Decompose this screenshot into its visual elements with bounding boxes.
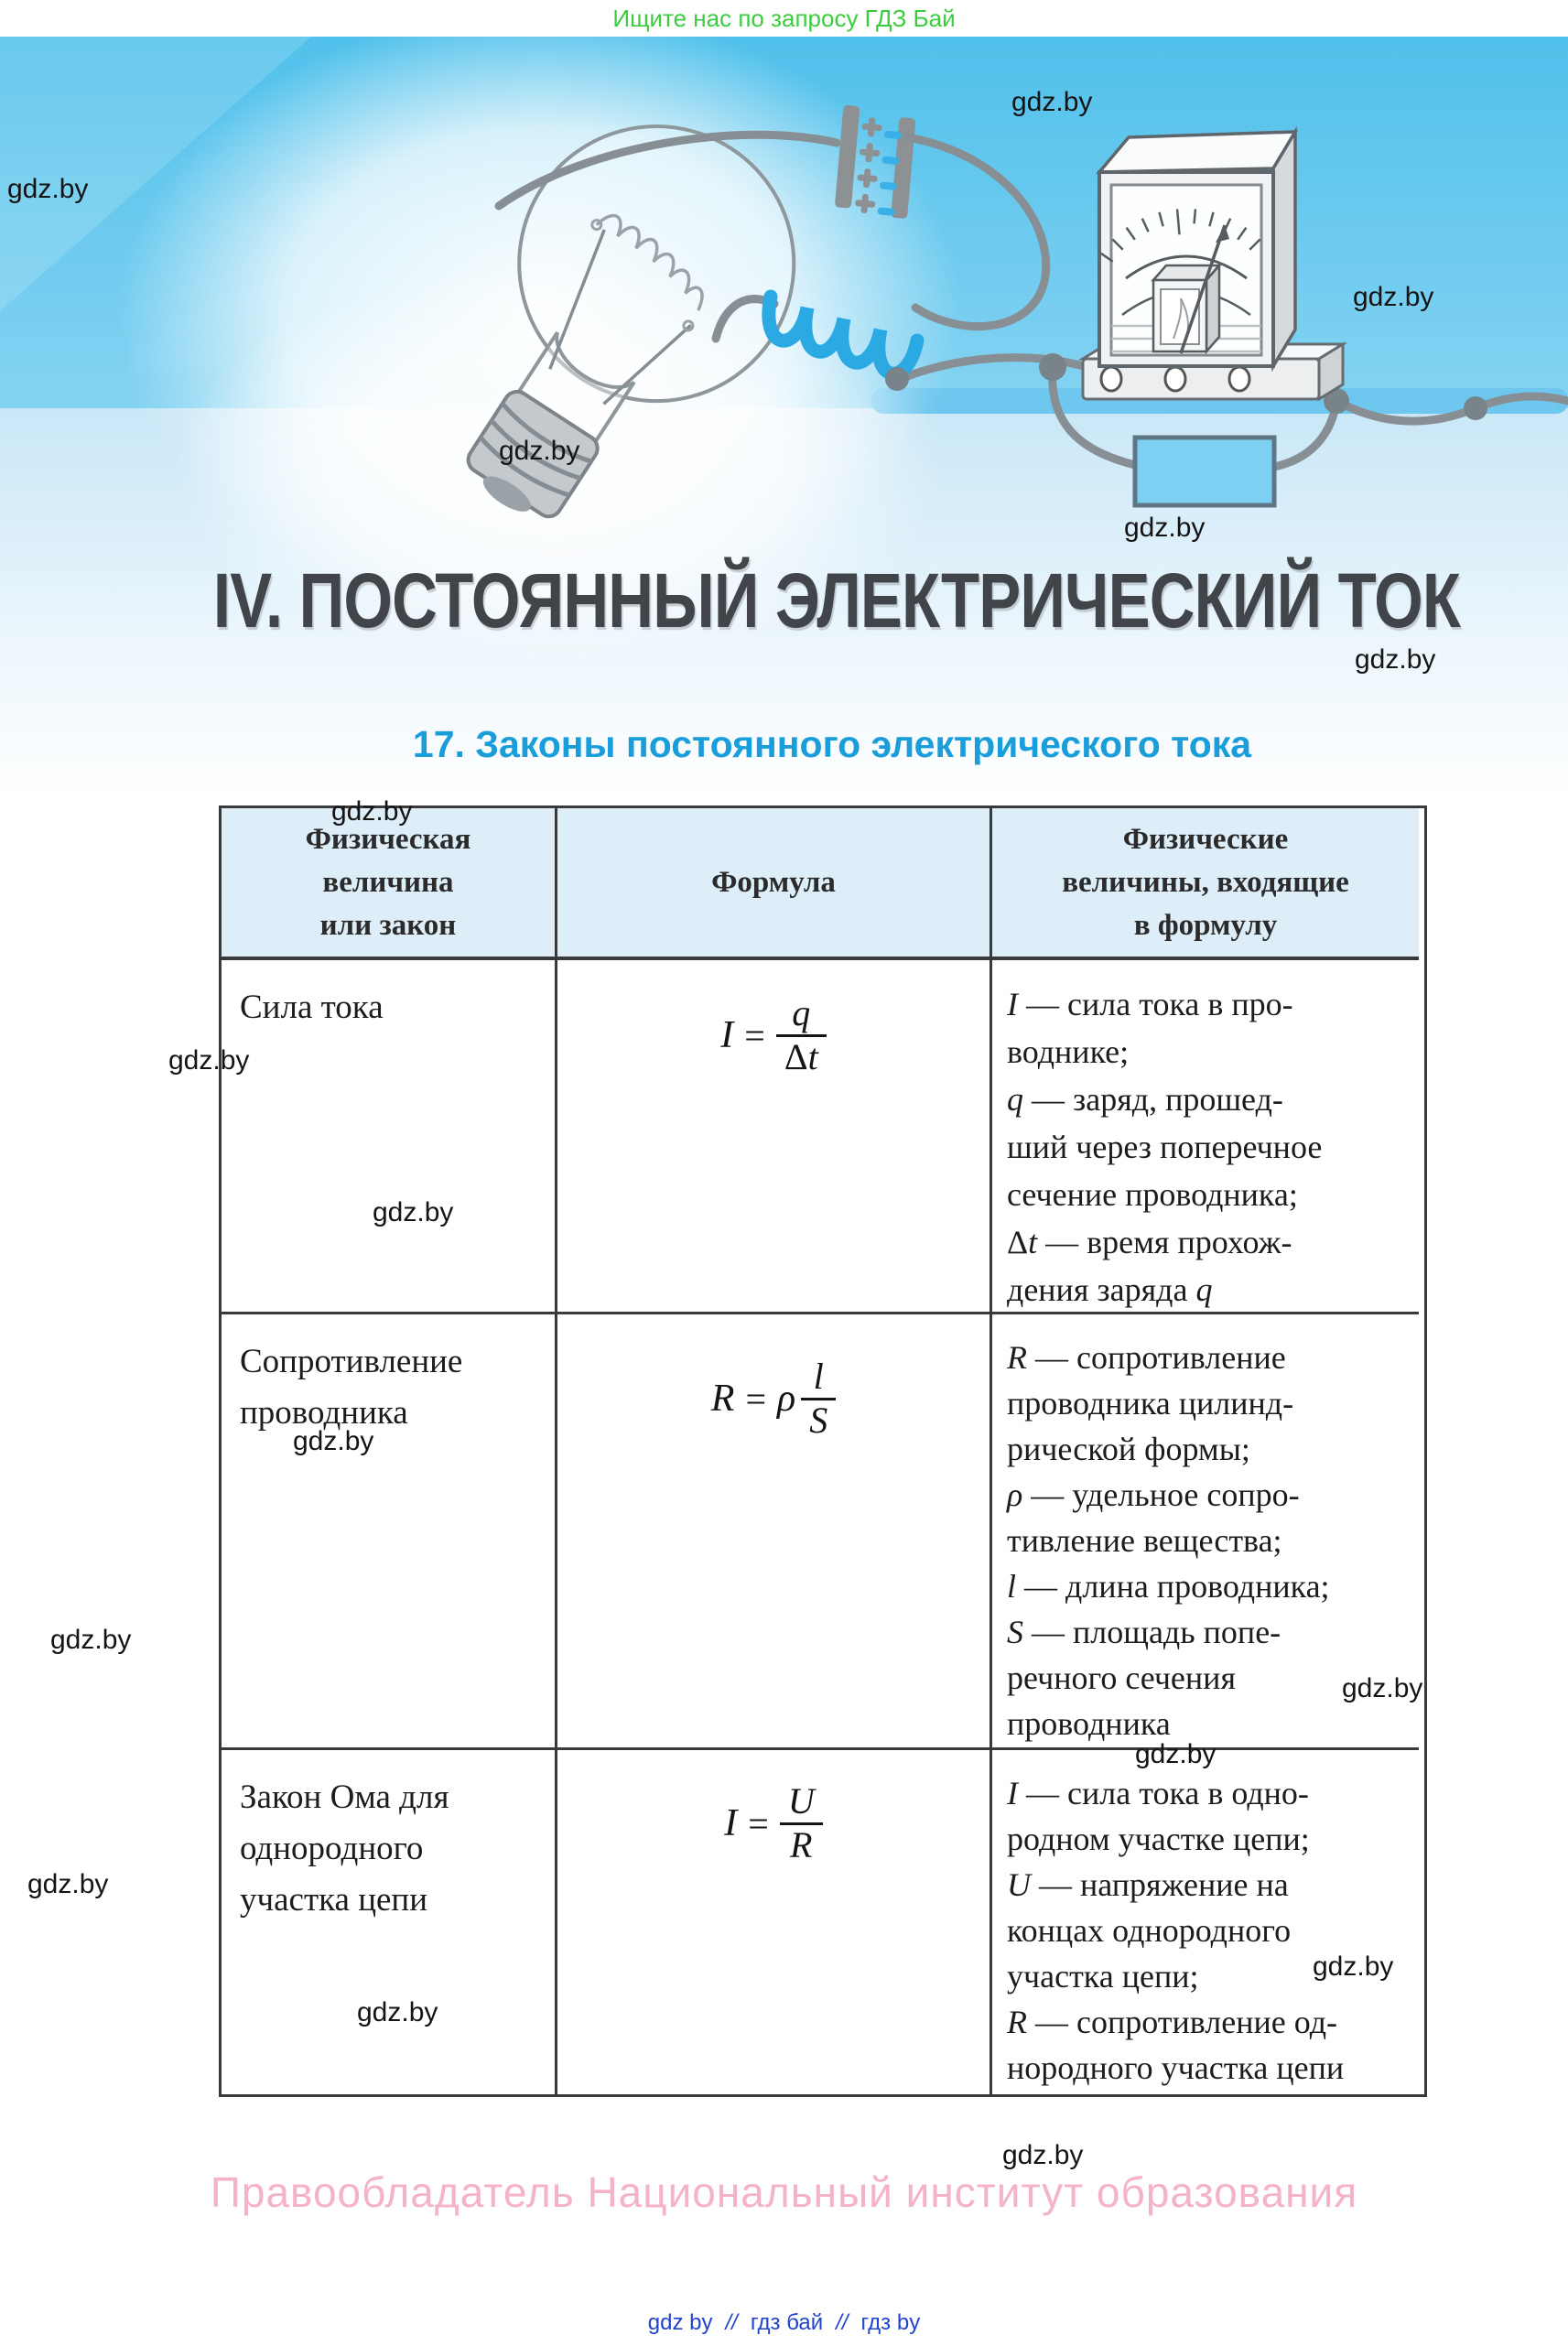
law-line: Сопротивление bbox=[240, 1343, 463, 1380]
description-text: родном участке цепи; bbox=[1007, 1821, 1310, 1857]
physics-variable: t bbox=[1028, 1224, 1038, 1260]
physics-variable: q bbox=[1195, 1271, 1213, 1308]
physics-variable: S bbox=[1007, 1614, 1023, 1650]
description-text: речного сечения bbox=[1007, 1659, 1236, 1696]
table-row bbox=[222, 1314, 1424, 1750]
formula-lhs: I bbox=[720, 1014, 734, 1057]
law-line: однородного bbox=[240, 1830, 424, 1867]
gdz-watermark: gdz.by bbox=[1355, 644, 1436, 675]
gdz-watermark: gdz.by bbox=[1002, 2140, 1084, 2170]
footer-link-text: гдз by bbox=[860, 2310, 921, 2335]
gdz-watermark: gdz.by bbox=[1135, 1739, 1217, 1769]
description-text: концах однородного bbox=[1007, 1912, 1292, 1949]
physics-variable: l bbox=[813, 1356, 824, 1397]
chapter-title: IV. ПОСТОЯННЫЙ ЭЛЕКТРИЧЕСКИЙ ТОК bbox=[212, 557, 1461, 643]
laws-table bbox=[219, 805, 1427, 2097]
header-line: Формула bbox=[711, 865, 836, 899]
formula-cell bbox=[557, 1314, 992, 1750]
physics-variable: R bbox=[790, 1823, 813, 1865]
description-text: Δ bbox=[1007, 1224, 1029, 1260]
section-title: 17. Законы постоянного электрического тока bbox=[412, 723, 1252, 765]
gdz-watermark: gdz.by bbox=[1342, 1673, 1423, 1703]
law-cell bbox=[222, 1750, 557, 2094]
formula-cell bbox=[557, 1750, 992, 2094]
physics-variable: t bbox=[807, 1035, 818, 1077]
law-line: Сила тока bbox=[240, 989, 384, 1026]
description-text: — сопротивление bbox=[1027, 1339, 1286, 1376]
fraction-numerator bbox=[806, 1357, 832, 1398]
table-row bbox=[222, 1750, 1424, 2094]
gdz-watermark: gdz.by bbox=[357, 1997, 438, 2027]
formula-cell bbox=[557, 960, 992, 1314]
gdz-watermark: gdz.by bbox=[331, 796, 413, 827]
gdz-watermark: gdz.by bbox=[293, 1426, 374, 1456]
description-text: дения заряда bbox=[1007, 1271, 1196, 1308]
variable-line bbox=[992, 1218, 1419, 1266]
fraction-numerator bbox=[780, 1781, 823, 1822]
fraction bbox=[776, 993, 827, 1078]
table-header-row bbox=[222, 808, 1424, 960]
description-text: проводника bbox=[1007, 1705, 1171, 1742]
law-line: Закон Ома для bbox=[240, 1778, 449, 1816]
description-text: — напряжение на bbox=[1031, 1866, 1289, 1903]
description-text: ший через поперечное bbox=[1007, 1129, 1323, 1165]
description-text: проводника цилинд- bbox=[1007, 1385, 1294, 1422]
variable-line bbox=[992, 1816, 1419, 1862]
fraction bbox=[801, 1357, 836, 1442]
physics-variable: I bbox=[1007, 986, 1018, 1022]
description-text: — заряд, прошед- bbox=[1023, 1081, 1283, 1118]
physics-variable: ρ bbox=[1007, 1476, 1023, 1513]
variable-line bbox=[992, 1862, 1419, 1908]
resistor-icon bbox=[1135, 438, 1274, 505]
variable-line bbox=[992, 1171, 1419, 1218]
gdz-watermark: gdz.by bbox=[168, 1045, 250, 1076]
description-text: тивление вещества; bbox=[1007, 1522, 1282, 1559]
header-line: в формулу bbox=[1133, 908, 1278, 942]
variables-cell bbox=[992, 1750, 1419, 2094]
physics-variable: R bbox=[1007, 1339, 1027, 1376]
variable-line bbox=[992, 1563, 1419, 1609]
header-line: или закон bbox=[319, 908, 457, 942]
law-line: проводника bbox=[240, 1394, 408, 1432]
physics-variable: R bbox=[1007, 2004, 1027, 2040]
banner-text: Ищите нас по запросу ГДЗ Бай bbox=[612, 5, 956, 32]
description-text: — удельное сопро- bbox=[1022, 1476, 1300, 1513]
formula bbox=[557, 1781, 989, 1866]
table-row bbox=[222, 960, 1424, 1314]
equals-sign: = bbox=[744, 1014, 765, 1056]
formula-lhs: R bbox=[710, 1378, 735, 1421]
variable-line bbox=[992, 1076, 1419, 1123]
fraction-denominator bbox=[801, 1400, 836, 1442]
gdz-watermark: gdz.by bbox=[1124, 513, 1206, 543]
formula bbox=[557, 1357, 989, 1442]
formula-lhs: I bbox=[724, 1802, 738, 1845]
header-line: Физическая bbox=[305, 822, 471, 856]
description-text: — сопротивление од- bbox=[1027, 2004, 1338, 2040]
law-cell bbox=[222, 1314, 557, 1750]
copyright-text: Правообладатель Национальный институт образования bbox=[210, 2168, 1358, 2216]
description-text: — площадь попе- bbox=[1023, 1614, 1281, 1650]
header-line: величины, входящие bbox=[1062, 865, 1349, 899]
gdz-watermark: gdz.by bbox=[499, 436, 580, 466]
gdz-watermark: gdz.by bbox=[1313, 1951, 1394, 1982]
description-text: — время прохож- bbox=[1037, 1224, 1292, 1260]
description-text: — длина проводника; bbox=[1016, 1568, 1330, 1605]
variable-line bbox=[992, 1266, 1419, 1314]
gdz-watermark: gdz.by bbox=[1353, 282, 1434, 312]
variable-line bbox=[992, 1609, 1419, 1655]
description-text: рической формы; bbox=[1007, 1431, 1250, 1467]
physics-variable: q bbox=[1007, 1081, 1023, 1118]
gdz-watermark: gdz.by bbox=[27, 1869, 109, 1899]
footer-link-text: gdz by bbox=[647, 2310, 713, 2335]
variable-line bbox=[992, 1908, 1419, 1953]
equals-sign: = bbox=[745, 1378, 767, 1420]
description-text: участка цепи; bbox=[1007, 1958, 1199, 1995]
gdz-watermark: gdz.by bbox=[50, 1625, 132, 1655]
description-text: нородного участка цепи bbox=[1007, 2049, 1345, 2086]
description-text: воднике; bbox=[1007, 1033, 1130, 1070]
fraction-denominator bbox=[776, 1037, 827, 1078]
variable-line bbox=[992, 1472, 1419, 1518]
header-cell bbox=[992, 808, 1419, 960]
gdz-watermark: gdz.by bbox=[373, 1197, 454, 1227]
variable-line bbox=[992, 2045, 1419, 2091]
physics-variable: U bbox=[787, 1780, 815, 1822]
variable-line bbox=[992, 1028, 1419, 1076]
law-line: участка цепи bbox=[240, 1881, 428, 1919]
description-text: сечение проводника; bbox=[1007, 1176, 1298, 1213]
variable-line bbox=[992, 1518, 1419, 1563]
header-cell bbox=[222, 808, 557, 960]
physics-variable: l bbox=[1007, 1568, 1017, 1605]
physics-variable: q bbox=[792, 992, 811, 1033]
variable-line bbox=[992, 960, 1419, 1028]
gdz-watermark: gdz.by bbox=[7, 174, 89, 204]
separator-slashes: // bbox=[836, 2310, 849, 2335]
physics-variable: I bbox=[1007, 1775, 1018, 1811]
gdz-watermark: gdz.by bbox=[1011, 87, 1093, 117]
fraction-denominator bbox=[782, 1825, 820, 1866]
separator-slashes: // bbox=[725, 2310, 738, 2335]
footer-links bbox=[0, 2310, 1568, 2336]
header-line: величина bbox=[322, 865, 454, 899]
variable-line bbox=[992, 1999, 1419, 2045]
equals-sign: = bbox=[748, 1802, 769, 1844]
footer-link-text: гдз бай bbox=[750, 2310, 824, 2335]
variable-line bbox=[992, 1123, 1419, 1171]
top-banner bbox=[0, 0, 1568, 37]
physics-variable: S bbox=[809, 1399, 828, 1441]
physics-variable: U bbox=[1007, 1866, 1031, 1903]
header-cell bbox=[557, 808, 992, 960]
variable-line bbox=[992, 1426, 1419, 1472]
formula-coefficient: ρ bbox=[777, 1378, 796, 1421]
fraction-numerator bbox=[784, 993, 818, 1034]
description-text: Δ bbox=[784, 1035, 808, 1077]
header-line: Физические bbox=[1122, 822, 1289, 856]
variables-cell bbox=[992, 960, 1419, 1314]
formula bbox=[557, 993, 989, 1078]
variable-line bbox=[992, 1380, 1419, 1426]
description-text: — сила тока в про- bbox=[1018, 986, 1293, 1022]
description-text: — сила тока в одно- bbox=[1018, 1775, 1309, 1811]
variable-line bbox=[992, 1314, 1419, 1380]
fraction bbox=[780, 1781, 823, 1866]
law-cell bbox=[222, 960, 557, 1314]
